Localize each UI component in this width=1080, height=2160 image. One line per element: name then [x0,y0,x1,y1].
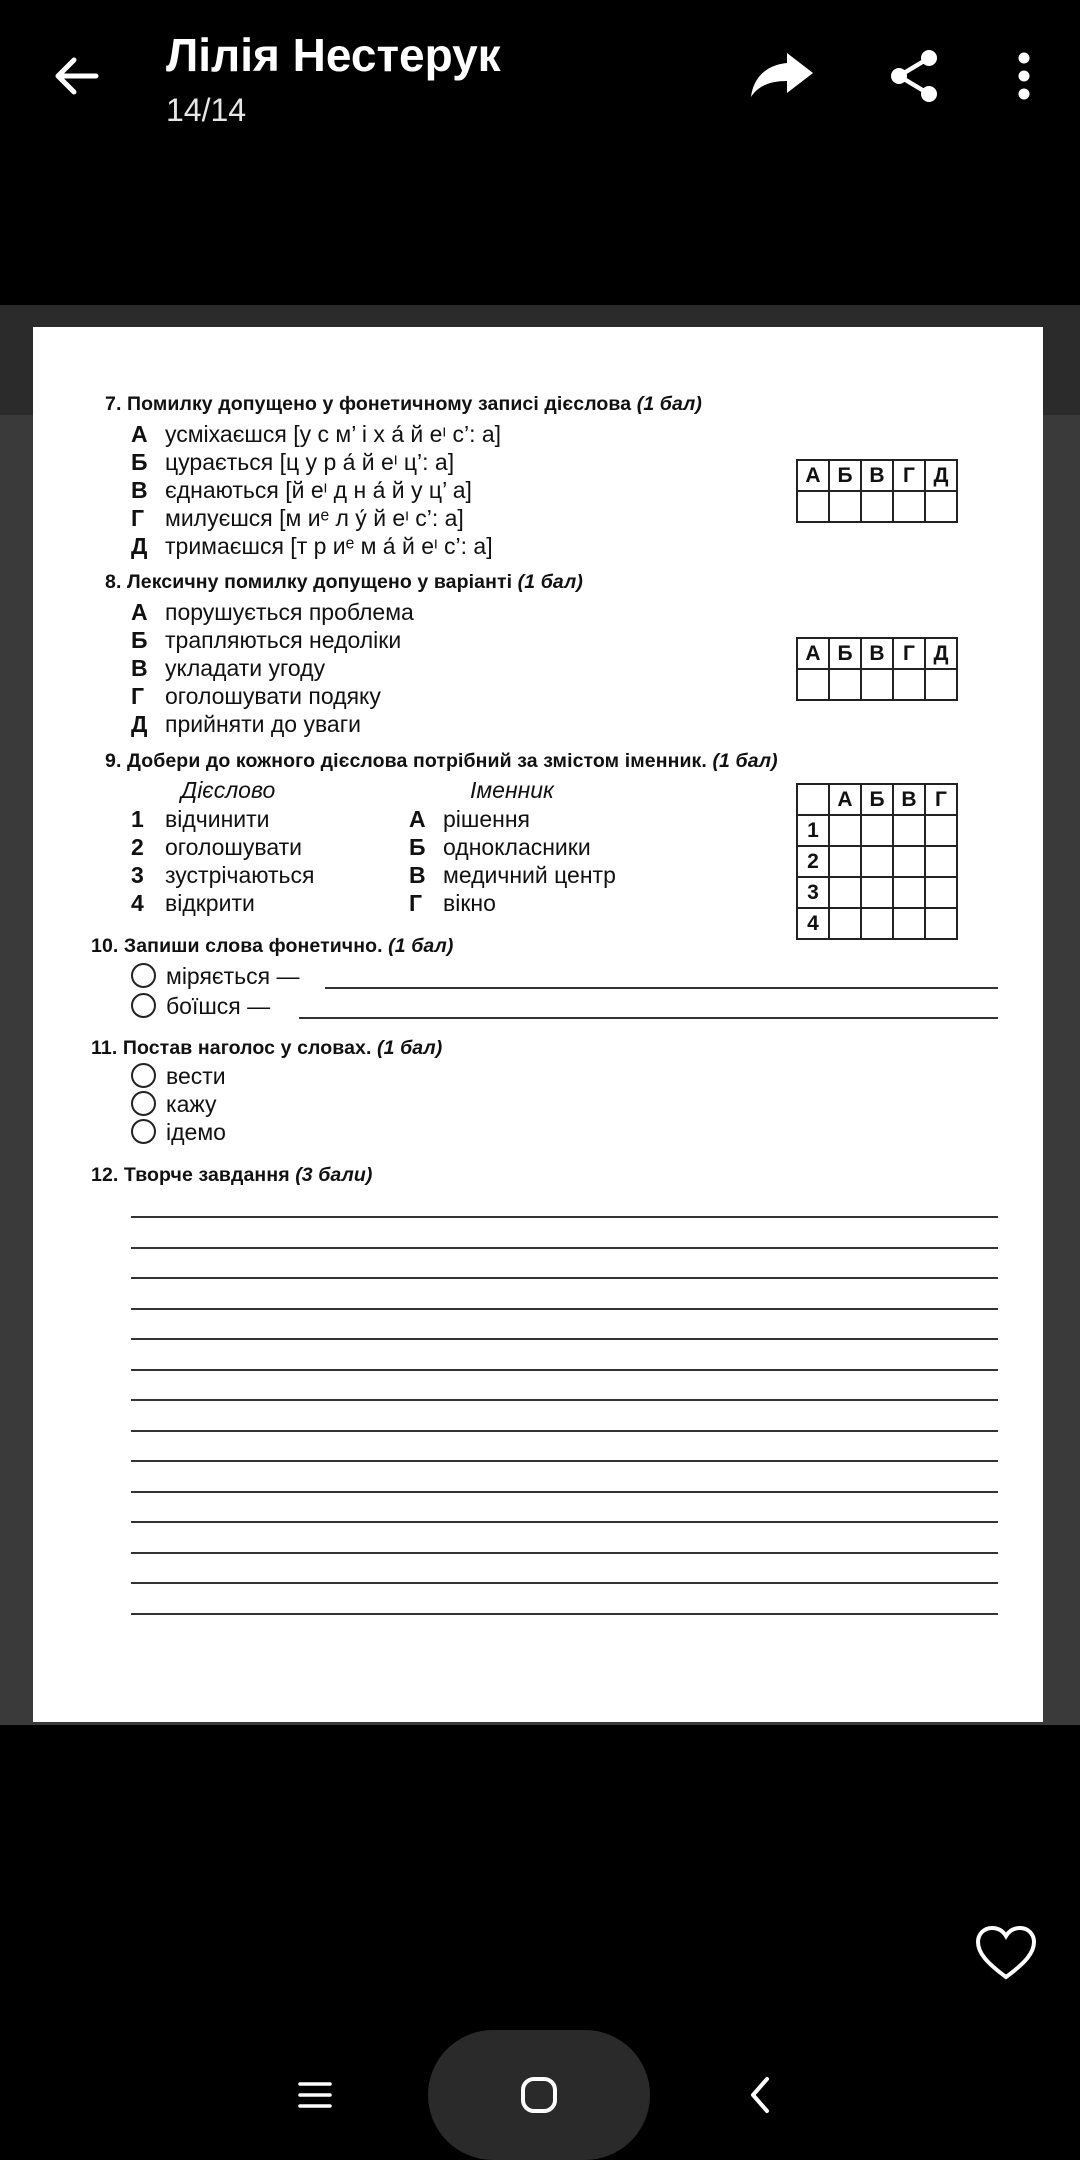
q7-option-e: Д тримаєшся [т р иᵉ м а́ й еᶦ с’: а] [131,533,493,559]
q8-option-b: Б трапляються недоліки [131,627,402,653]
q9-noun-b: Б однокласники [409,834,591,860]
question-11-title: 11. Постав наголос у словах. (1 бал) [91,1037,443,1059]
radio-circle-icon [131,1091,156,1116]
writing-line [131,1399,998,1401]
q9-noun-d: Г вікно [409,890,496,916]
q9-verb-3: 3 зустрічаються [131,862,315,888]
image-counter: 14/14 [166,92,247,128]
q11-word-1: вести [131,1063,226,1090]
share-button[interactable] [878,40,950,112]
q8-option-a: А порушується проблема [131,599,414,625]
radio-circle-icon [131,993,156,1018]
writing-line [131,1613,998,1615]
writing-line [131,1247,998,1249]
nav-back-button[interactable] [735,2070,785,2120]
question-12-title: 12. Творче завдання (3 бали) [91,1164,373,1186]
q10-answer-line-2 [299,1017,998,1019]
q7-option-c: В єднаються [й еᶦ д н а́ й у ц’ а] [131,477,472,503]
q9-noun-a: А рішення [409,806,531,832]
writing-line [131,1369,998,1371]
writing-line [131,1308,998,1310]
q7-option-d: Г милуєшся [м иᵉ л у́ й еᶦ с’: а] [131,505,464,531]
q11-word-3: ідемо [131,1119,226,1146]
radio-circle-icon [131,963,156,988]
arrow-left-icon [50,50,102,102]
q7-option-a: А усміхаєшся [у с м’ і х а́ й еᶦ с’: а] [131,421,502,447]
q11-word-2: кажу [131,1091,217,1118]
q8-option-e: Д прийняти до уваги [131,711,361,737]
writing-line [131,1430,998,1432]
writing-line [131,1552,998,1554]
q9-answer-grid: А Б В Г 1 2 3 4 [796,783,958,940]
q9-verb-2: 2 оголошувати [131,834,303,860]
writing-line [131,1338,998,1340]
worksheet-photo[interactable] [33,327,1043,1722]
radio-circle-icon [131,1063,156,1088]
q7-answer-grid: А Б В Г Д [796,459,958,523]
q8-option-c: В укладати угоду [131,655,326,681]
q9-verb-1: 1 відчинити [131,806,270,832]
q9-noun-c: В медичний центр [409,862,616,888]
q10-word-2: боїшся — [131,993,270,1020]
writing-line [131,1582,998,1584]
q9-verb-4: 4 відкрити [131,890,255,916]
writing-line [131,1460,998,1462]
like-button[interactable] [975,1925,1037,1981]
heart-icon [975,1925,1037,1981]
radio-circle-icon [131,1119,156,1144]
writing-line [131,1491,998,1493]
q8-answer-grid: А Б В Г Д [796,637,958,701]
more-options-button[interactable] [988,40,1060,112]
home-icon [520,2076,558,2114]
q9-verb-column-header: Дієслово [181,777,276,803]
forward-button[interactable] [746,40,818,112]
sender-name: Лілія Нестерук [166,29,501,81]
question-8-title: 8. Лексичну помилку допущено у варіанті (1 бал) [105,571,583,593]
back-button[interactable] [40,40,112,112]
question-10-title: 10. Запиши слова фонетично. (1 бал) [91,935,454,957]
q10-answer-line-1 [325,987,998,989]
forward-arrow-icon [749,51,815,101]
q7-option-b: Б цурається [ц у р а́ й еᶦ ц’: а] [131,449,455,475]
recent-apps-icon [298,2080,332,2110]
q8-option-d: Г оголошувати подяку [131,683,381,709]
q10-word-1: міряється — [131,963,300,990]
share-icon [887,48,941,104]
writing-line [131,1277,998,1279]
question-9-title: 9. Добери до кожного дієслова потрібний за змістом іменник. (1 бал) [105,750,778,772]
more-vert-icon [1017,51,1031,101]
home-button[interactable] [428,2030,650,2160]
question-7-title: 7. Помилку допущено у фонетичному записі дієслова (1 бал) [105,393,702,415]
writing-line [131,1216,998,1218]
top-bar [0,0,1080,150]
writing-line [131,1521,998,1523]
recent-apps-button[interactable] [285,2070,345,2120]
chevron-left-icon [749,2076,771,2114]
q9-noun-column-header: Іменник [470,777,554,803]
